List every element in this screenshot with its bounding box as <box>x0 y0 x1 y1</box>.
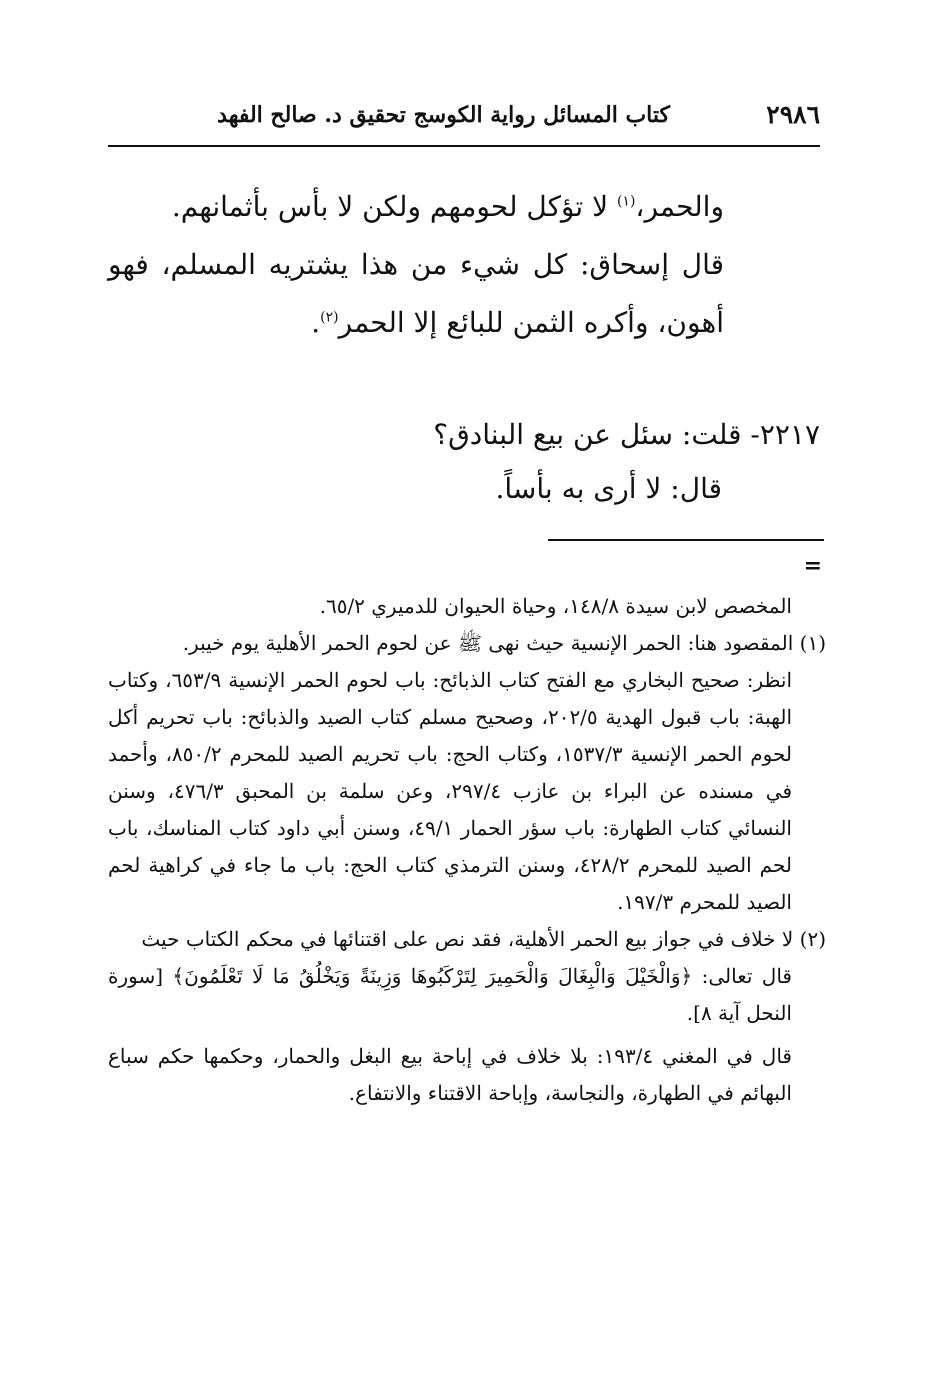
footnotes <box>108 588 826 1112</box>
footnote-ref-2: (٢) <box>320 309 339 326</box>
footnote-2-first-line: (٢) لا خلاف في جواز بيع الحمر الأهلية، فقد نص على اقتنائها في محكم الكتاب حيث <box>141 927 826 951</box>
footnote-1-first-line: (١) المقصود هنا: الحمر الإنسية حيث نهى ﷺ عن لحوم الحمر الأهلية يوم خيبر. <box>182 631 826 655</box>
footnote-separator <box>548 539 824 541</box>
main-text <box>108 178 724 352</box>
paragraph-2-end: . <box>311 306 321 339</box>
header-rule <box>108 145 820 147</box>
footnote-2-body: قال تعالى: ﴿وَالْخَيْلَ وَالْبِغَالَ وَالْحَمِيرَ لِتَرْكَبُوهَا وَزِينَةً وَيَخْلُقُ مَا لَا تَعْلَمُونَ﴾ [سورة النحل آية ٨]. <box>108 964 792 1025</box>
page-header <box>108 100 820 134</box>
paragraph-1-start: والحمر، <box>635 190 724 223</box>
footnote-2-mughni: قال في المغني ١٩٣/٤: بلا خلاف في إباحة بيع البغل والحمار، وحكمها حكم سباع البهائم في الطهارة، والنجاسة، وإباحة الاقتناء والانتفاع. <box>108 1044 792 1105</box>
continuation-mark: = <box>803 553 822 579</box>
footnote-ref-1: (١) <box>616 193 636 210</box>
footnote-continuation: المخصص لابن سيدة ١٤٨/٨، وحياة الحيوان للدميري ٦٥/٢. <box>319 594 792 618</box>
footnote-1-body: انظر: صحيح البخاري مع الفتح كتاب الذبائح: باب لحوم الحمر الإنسية ٦٥٣/٩، وكتاب الهبة: باب قبول الهدية ٢٠٢/٥، وصحيح مسلم كتاب الصيد والذبائح: باب تحريم أكل لحوم الحمر الإنسية ١٥٣٧/٣، وكتاب الحج: باب تحريم الصيد للمحرم ٨٥٠/٢، وأحمد في مسنده عن البراء بن عازب ٢٩٧/٤، وعن سلمة بن المحبق ٤٧٦/٣، وسنن النسائي كتاب الطهارة: باب سؤر الحمار ٤٩/١، وسنن أبي داود كتاب المناسك، باب لحم الصيد للمحرم ٤٢٨/٢، وسنن الترمذي كتاب الحج: باب ما جاء في كراهية لحم الصيد للمحرم ١٩٧/٣. <box>108 668 793 914</box>
page-number: ٢٩٨٦ <box>766 100 820 129</box>
paragraph-1 <box>108 178 724 236</box>
issue-question: ٢٢١٧- قلت: سئل عن بيع البنادق؟ <box>433 418 820 451</box>
paragraph-2 <box>108 236 724 352</box>
issue-2217 <box>108 408 820 516</box>
paragraph-2-text: قال إسحاق: كل شيء من هذا يشتريه المسلم، فهو أهون، وأكره الثمن للبائع إلا الحمر <box>108 248 724 339</box>
issue-answer: قال: لا أرى به بأساً. <box>495 472 722 505</box>
running-title: كتاب المسائل رواية الكوسج تحقيق د. صالح الفهد <box>217 102 670 128</box>
paragraph-1-end: لا تؤكل لحومهم ولكن لا بأس بأثمانهم. <box>171 190 617 223</box>
